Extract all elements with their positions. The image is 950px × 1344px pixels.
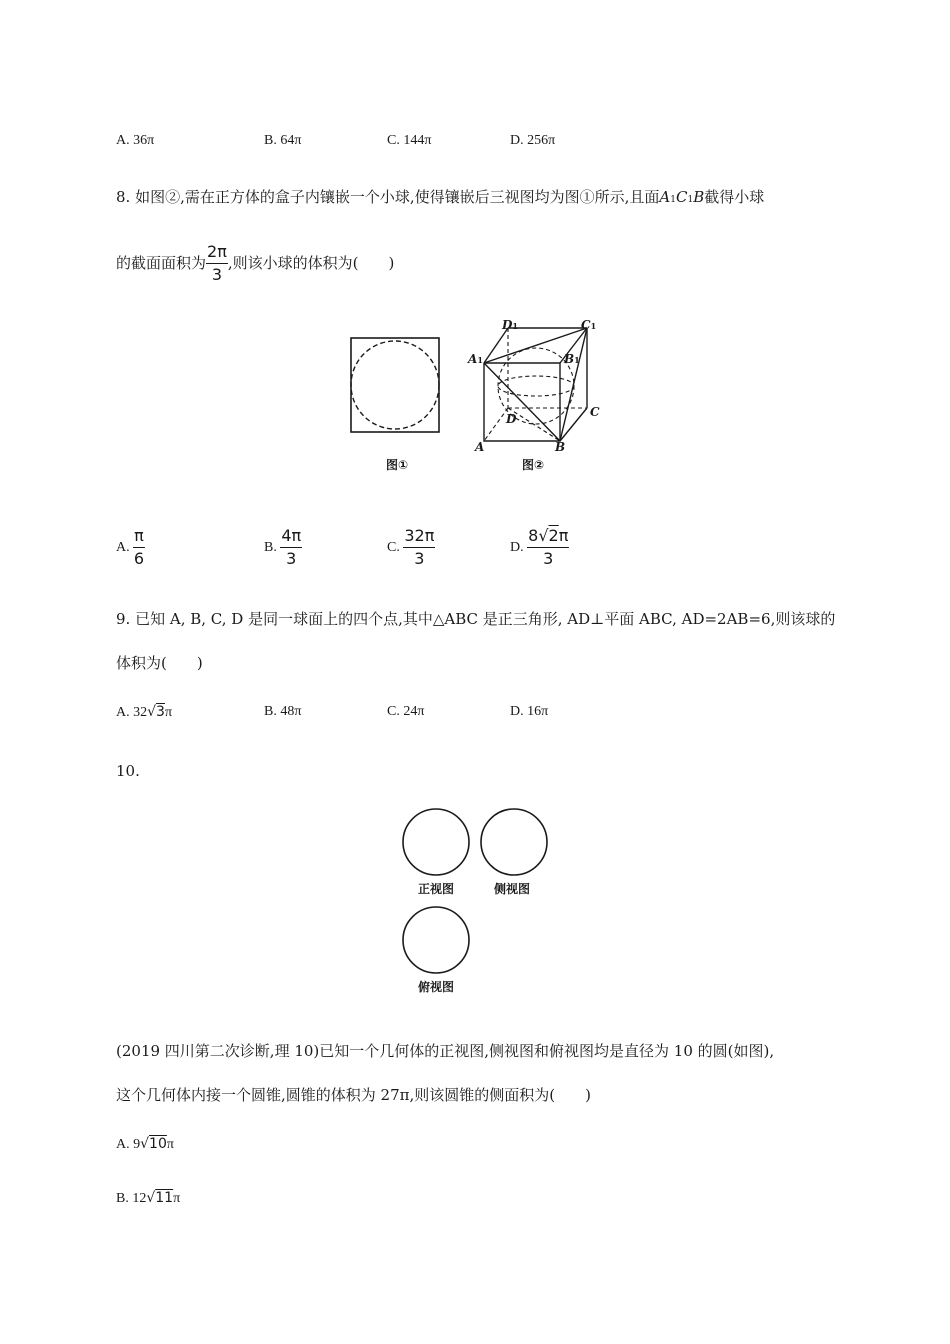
q10-line1: (2019 四川第二次诊断,理 10)已知一个几何体的正视图,侧视图和俯视图均是直径为 10 的圆(如图), <box>116 1042 775 1060</box>
q8-text-b: 截得小球 <box>704 188 765 206</box>
q8-plane-b: B <box>693 188 705 206</box>
q8-text-c: 的截面面积为 <box>116 254 207 272</box>
q8-b-num: 4π <box>280 526 302 548</box>
edge-a1b <box>484 363 560 441</box>
q10-number: 10. <box>116 762 140 780</box>
radical-sign-icon: √ <box>146 1190 156 1206</box>
q10-b-radicand: 11 <box>155 1190 174 1206</box>
edge-a1d1 <box>484 328 508 363</box>
figure-1-label: 图① <box>386 458 409 472</box>
top-view-circle <box>403 907 469 973</box>
q7-option-d: D. 256π <box>510 133 556 148</box>
q8-b-den: 3 <box>286 549 297 568</box>
q10-option-b: B. 12√11π <box>116 1190 181 1206</box>
q8-option-c: C. $\frac{32\pi}{3}$ <box>387 526 435 568</box>
square-outline <box>351 338 439 432</box>
q9-option-a: A. 32√3π <box>116 704 173 720</box>
q10-option-a: A. 9√10π <box>116 1136 174 1152</box>
q9-number: 9. <box>116 610 131 628</box>
side-view-circle <box>481 809 547 875</box>
q9-text-1: 已知 A, B, C, D 是同一球面上的四个点,其中△ABC 是正三角形, AD⊥平面 ABC, AD=2AB=6,则该球的 <box>135 610 836 628</box>
point-d: D <box>506 412 517 426</box>
q8-line2 <box>116 242 394 286</box>
q8-plane-c: C <box>675 188 688 206</box>
radical-sign-icon: √ <box>147 704 157 720</box>
q8-text-d: ,则该小球的体积为( ) <box>227 254 395 272</box>
q8-d-den: 3 <box>543 549 554 568</box>
radical-sign-icon: √ <box>140 1136 150 1152</box>
point-b: B <box>555 440 566 454</box>
q10-a-radicand: 10 <box>149 1136 167 1152</box>
q8-a-num: π <box>133 526 145 548</box>
q9-line1 <box>116 608 835 629</box>
q8-option-a: A. $\frac{\pi}{6}$ <box>116 526 145 568</box>
q10-line2: 这个几何体内接一个圆锥,圆锥的体积为 27π,则该圆锥的侧面积为( ) <box>116 1086 591 1104</box>
q9-option-b: B. 48π <box>264 704 302 719</box>
q8-plane-sub2: 1 <box>687 195 694 205</box>
q9-option-c: C. 24π <box>387 704 425 719</box>
q8-a-den: 6 <box>133 549 145 568</box>
q8-c-num: 32π <box>403 526 435 548</box>
point-c: C <box>590 405 600 419</box>
side-view-label: 侧视图 <box>494 882 531 896</box>
q9-option-d: D. 16π <box>510 704 549 719</box>
q8-option-b: B. $\frac{4\pi}{3}$ <box>264 526 302 568</box>
q8-text-a: 如图②,需在正方体的盒子内镶嵌一个小球,使得镶嵌后三视图均为图①所示,且面 <box>135 188 660 206</box>
q8-fraction <box>206 242 228 286</box>
q9-line2: 体积为( ) <box>116 654 203 672</box>
hidden-edge-da <box>484 408 508 441</box>
point-d1: D1 <box>502 318 518 332</box>
q8-c-den: 3 <box>414 549 425 568</box>
figure-2-label: 图② <box>522 458 545 472</box>
front-view-circle <box>403 809 469 875</box>
point-b1: B1 <box>564 352 580 366</box>
q8-d-pi: π <box>558 526 569 545</box>
top-view-label: 俯视图 <box>418 980 455 994</box>
q8-option-d: D. $\frac{8√2\pi}{3}$ <box>510 526 569 568</box>
q7-option-b: B. 64π <box>264 133 302 148</box>
dashed-circle <box>351 341 439 429</box>
point-a: A <box>475 440 485 454</box>
point-a1: A1 <box>468 352 483 366</box>
q8-plane-sub1: 1 <box>670 195 676 205</box>
q7-option-c: C. 144π <box>387 133 432 148</box>
front-view-label: 正视图 <box>418 882 455 896</box>
q8-d-coef: 8 <box>528 526 539 545</box>
q9-a-radicand: 3 <box>156 704 165 720</box>
q8-plane-a: A <box>659 188 671 206</box>
ball-equator <box>498 376 574 396</box>
q8-frac-den: 3 <box>211 265 223 284</box>
point-c1: C1 <box>581 318 597 332</box>
q8-number: 8. <box>116 188 131 206</box>
figure-1-three-view <box>345 332 445 438</box>
q8-line1 <box>116 186 764 207</box>
q8-frac-num: 2π <box>206 242 228 264</box>
q8-d-radicand: 2 <box>548 526 559 545</box>
radical-sign-icon: √ <box>538 526 549 545</box>
q7-option-a: A. 36π <box>116 133 155 148</box>
figure-2-cube <box>460 316 610 448</box>
